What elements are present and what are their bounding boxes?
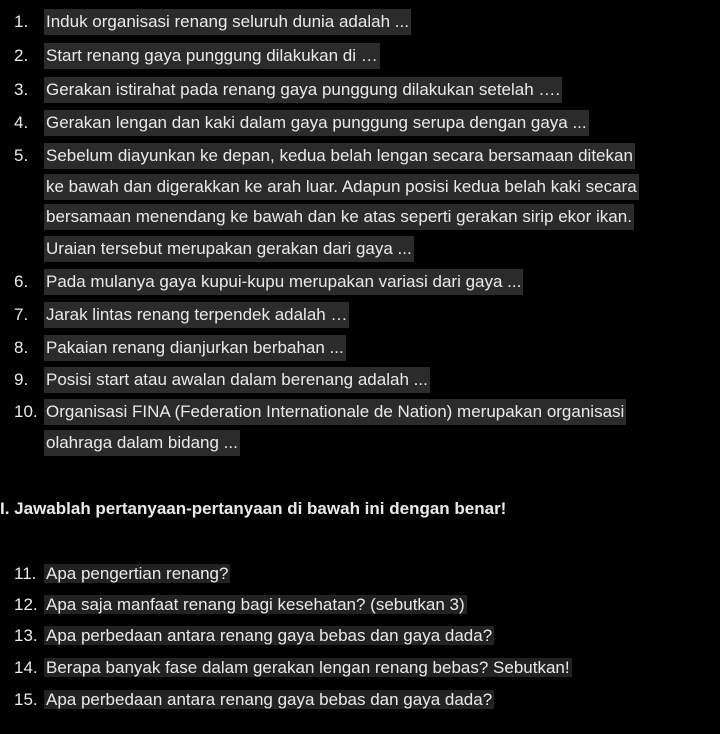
item-number: 7. — [14, 305, 29, 324]
item-text: Posisi start atau awalan dalam berenang adalah ... — [44, 367, 430, 393]
item-number: 2. — [14, 46, 29, 65]
item-number: 5. — [14, 146, 29, 165]
question-item — [14, 655, 572, 681]
question-item — [14, 561, 230, 587]
question-item — [14, 592, 467, 618]
question-text: Apa saja manfaat renang bagi kesehatan? (sebutkan 3) — [46, 595, 465, 614]
item-text: Pakaian renang dianjurkan berbahan ... — [44, 335, 346, 361]
item-number: 10. — [14, 402, 38, 421]
item-text: Jarak lintas renang terpendek adalah … — [44, 302, 349, 328]
question-item — [14, 623, 494, 649]
question-number: 13. — [14, 626, 38, 645]
question-text: Berapa banyak fase dalam gerakan lengan renang bebas? Sebutkan! — [46, 658, 570, 677]
question-text: Apa perbedaan antara renang gaya bebas dan gaya dada? — [46, 690, 493, 709]
question-item — [14, 687, 494, 713]
item-number: 4. — [14, 113, 29, 132]
item-number: 6. — [14, 272, 29, 291]
question-number: 15. — [14, 690, 38, 709]
item-text: olahraga dalam bidang ... — [44, 430, 240, 456]
item-text: Uraian tersebut merupakan gerakan dari gaya ... — [44, 236, 414, 262]
item-text: Start renang gaya punggung dilakukan di … — [44, 43, 380, 69]
item-text: Gerakan istirahat pada renang gaya punggung dilakukan setelah …. — [44, 77, 562, 103]
question-number: 12. — [14, 595, 38, 614]
item-number: 8. — [14, 338, 29, 357]
item-text: Pada mulanya gaya kupui-kupu merupakan variasi dari gaya ... — [44, 269, 523, 295]
item-text: Gerakan lengan dan kaki dalam gaya punggung serupa dengan gaya ... — [44, 110, 589, 136]
item-number: 3. — [14, 80, 29, 99]
question-number: 14. — [14, 658, 38, 677]
item-text: Sebelum diayunkan ke depan, kedua belah lengan secara bersamaan ditekan — [44, 143, 635, 169]
question-number: 11. — [14, 564, 37, 583]
item-text: Induk organisasi renang seluruh dunia adalah ... — [44, 9, 411, 35]
question-text: Apa perbedaan antara renang gaya bebas dan gaya dada? — [46, 626, 493, 645]
question-text: Apa pengertian renang? — [46, 564, 229, 583]
item-number: 1. — [14, 12, 29, 31]
item-number: 9. — [14, 370, 29, 389]
item-text: Organisasi FINA (Federation Internationale de Nation) merupakan organisasi — [44, 399, 626, 425]
item-text: bersamaan menendang ke bawah dan ke atas seperti gerakan sirip ekor ikan. — [44, 204, 634, 230]
item-text: ke bawah dan digerakkan ke arah luar. Adapun posisi kedua belah kaki secara — [44, 174, 639, 200]
section-heading: I. Jawablah pertanyaan-pertanyaan di bawah ini dengan benar! — [0, 499, 507, 518]
